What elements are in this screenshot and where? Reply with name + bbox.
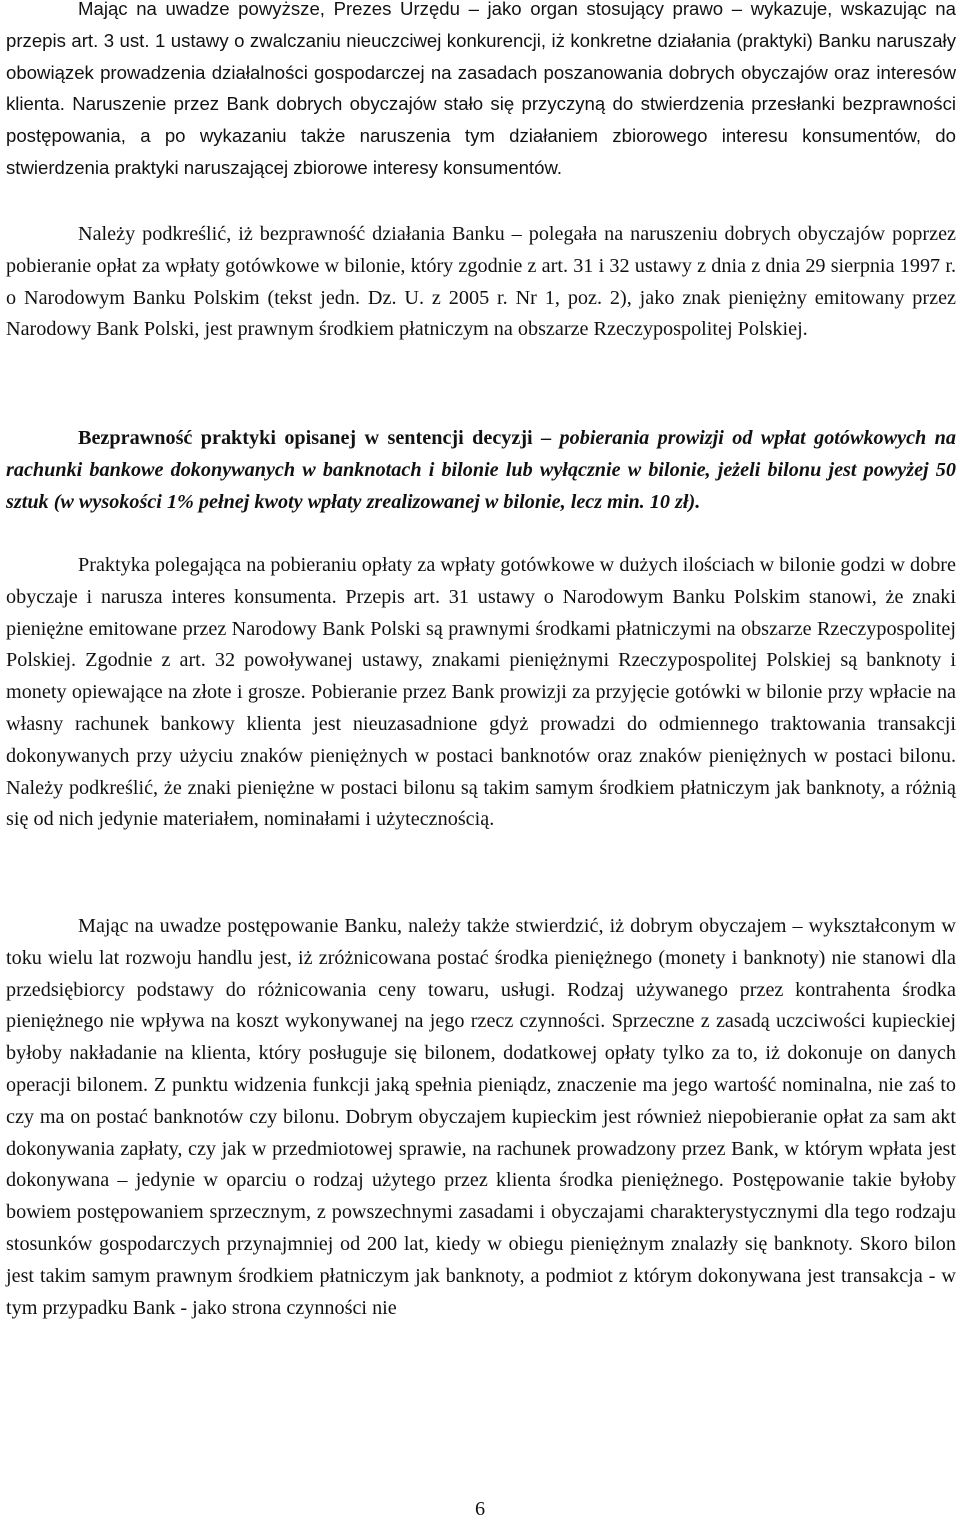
paragraph-2 [6, 219, 956, 346]
paragraph-3 [6, 550, 956, 836]
paragraph-1 [6, 0, 956, 184]
paragraph-3-text: Praktyka polegająca na pobieraniu opłaty za wpłaty gotówkowe w dużych ilościach w bilonie godzi w dobre obyczaje i narusza interes konsumenta. Przepis art. 31 ustawy o Narodowym Banku Polskim stanowi, że znaki pieniężne emitowane przez Narodowy Bank Polski są prawnymi środkami płatniczymi na obszarze Rzeczypospolitej Polskiej. Zgodnie z art. 32 powoływanej ustawy, znakami pieniężnymi Rzeczypospolitej Polskiej są banknoty i monety opiewające na złote i grosze. Pobieranie przez Bank prowizji za przyjęcie gotówki w bilonie przy wpłacie na własny rachunek bankowy klienta jest nieuzasadnione gdyż prowadzi do odmiennego traktowania transakcji dokonywanych przy użyciu znaków pieniężnych w postaci banknotów oraz znaków pieniężnych w postaci bilonu. Należy podkreślić, że znaki pieniężne w postaci bilonu są takim samym środkiem płatniczym jak banknoty, a różnią się od nich jedynie materiałem, nominałami i użytecznością. [6, 554, 956, 831]
section-heading-italic: pobierania prowizji od wpłat gotówkowych na rachunki bankowe dokonywanych w banknotach i bilonie lub wyłącznie w bilonie, jeżeli bilonu jest powyżej 50 sztuk (w wysokości 1% pełnej kwoty wpłaty zrealizowanej w bilonie, lecz min. 10 zł). [6, 427, 956, 513]
paragraph-4 [6, 911, 956, 1324]
section-heading [6, 423, 956, 518]
page-number: 6 [474, 1498, 486, 1520]
paragraph-4-text: Mając na uwadze postępowanie Banku, należy także stwierdzić, iż dobrym obyczajem – wykształconym w toku wielu lat rozwoju handlu jest, iż zróżnicowana postać środka pieniężnego (monety i banknoty) nie stanowi dla przedsiębiorcy podstawy do różnicowania ceny towaru, usługi. Rodzaj używanego przez kontrahenta środka pieniężnego nie wpływa na koszt wykonywanej na jego rzecz czynności. Sprzeczne z zasadą uczciwości kupieckiej byłoby nakładanie na klienta, który posługuje się bilonem, dodatkowej opłaty tylko za to, iż dokonuje on danych operacji bilonem. Z punktu widzenia funkcji jaką spełnia pieniądz, znaczenie ma jego wartość nominalna, nie zaś to czy ma on postać banknotów czy bilonu. Dobrym obyczajem kupieckim jest również niepobieranie opłat za sam akt dokonywania zapłaty, czy jak w przedmiotowej sprawie, na rachunek prowadzony przez Bank, w którym wpłata jest dokonywana – jedynie w oparciu o rodzaj użytego przez klienta środka pieniężnego. Postępowanie takie byłoby bowiem postępowaniem sprzecznym, z powszechnymi zasadami i obyczajami charakterystycznymi dla tego rodzaju stosunków gospodarczych przynajmniej od 200 lat, kiedy w obiegu pieniężnym znalazły się banknoty. Skoro bilon jest takim samym prawnym środkiem płatniczym jak banknoty, a podmiot z którym dokonywana jest transakcja - w tym przypadku Bank - jako strona czynności nie [6, 915, 956, 1319]
paragraph-2-text: Należy podkreślić, iż bezprawność działania Banku – polegała na naruszeniu dobrych obyczajów poprzez pobieranie opłat za wpłaty gotówkowe w bilonie, który zgodnie z art. 31 i 32 ustawy z dnia z dnia 29 sierpnia 1997 r. o Narodowym Banku Polskim (tekst jedn. Dz. U. z 2005 r. Nr 1, poz. 2), jako znak pieniężny emitowany przez Narodowy Bank Polski, jest prawnym środkiem płatniczym na obszarze Rzeczypospolitej Polskiej. [6, 223, 956, 341]
section-heading-bold: Bezprawność praktyki opisanej w sentencji decyzji – [78, 427, 560, 449]
paragraph-1-text: Mając na uwadze powyższe, Prezes Urzędu – jako organ stosujący prawo – wykazuje, wskazując na przepis art. 3 ust. 1 ustawy o zwalczaniu nieuczciwej konkurencji, iż konkretne działania (praktyki) Banku naruszały obowiązek prowadzenia działalności gospodarczej na zasadach poszanowania dobrych obyczajów oraz interesów klienta. Naruszenie przez Bank dobrych obyczajów stało się przyczyną do stwierdzenia przesłanki bezprawności postępowania, a po wykazaniu także naruszenia tym działaniem zbiorowego interesu konsumentów, do stwierdzenia praktyki naruszającej zbiorowe interesy konsumentów. [6, 0, 956, 178]
